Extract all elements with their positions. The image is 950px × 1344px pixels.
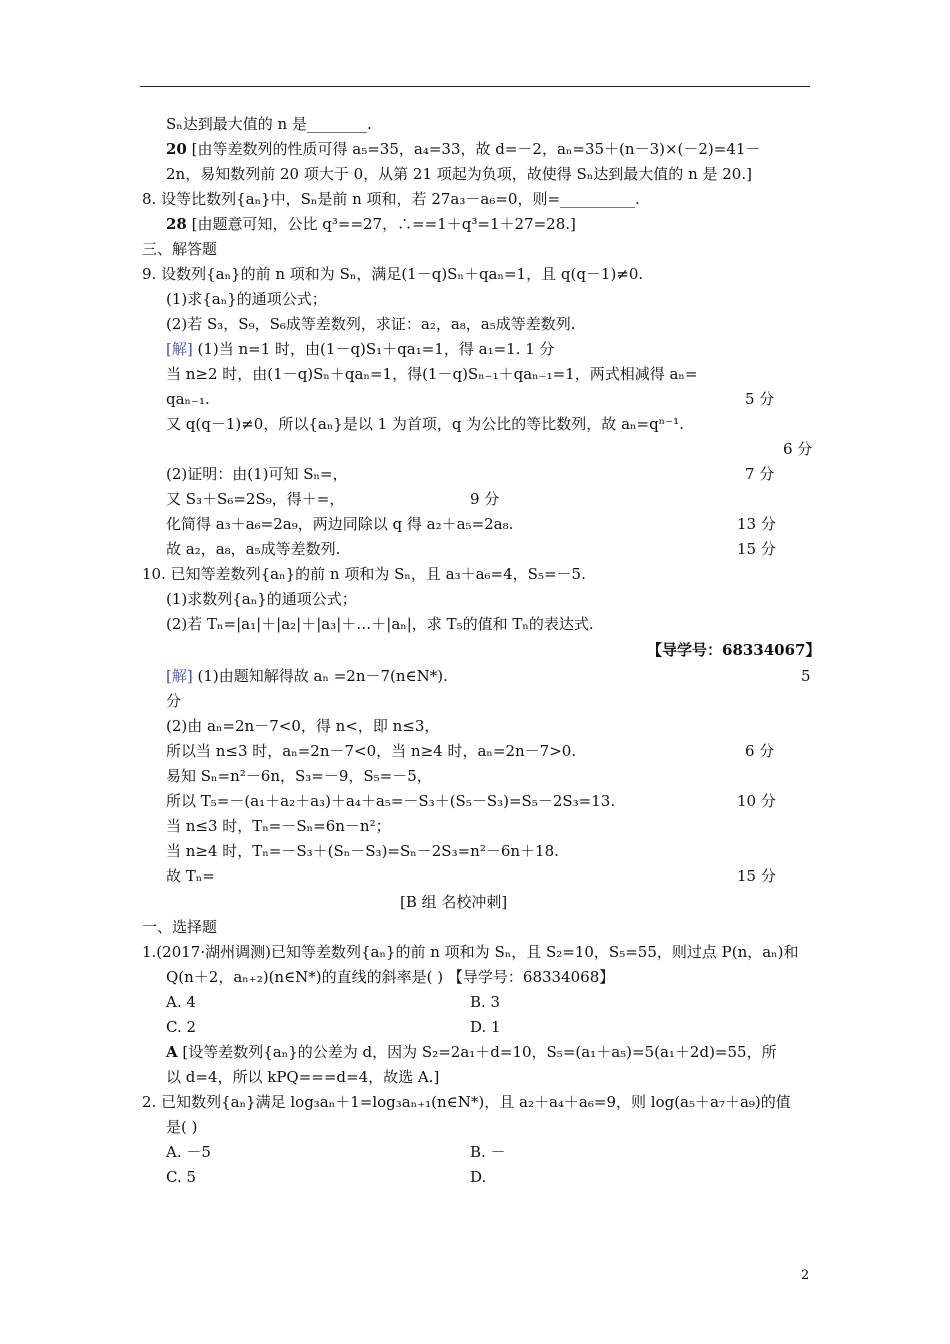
text-line: (2)由 aₙ=2n－7<0，得 n<，即 n≤3， [166, 717, 440, 735]
text-line: [解] (1)当 n=1 时，由(1－q)S₁＋qa₁=1，得 a₁=1. 1 分 [166, 340, 555, 358]
score-label: 15 分 [737, 540, 776, 558]
score-label: 10 分 [737, 792, 776, 810]
header-rule [140, 86, 810, 87]
text-line: (1)求数列{aₙ}的通项公式； [166, 590, 357, 608]
score-label: 15 分 [737, 867, 776, 885]
text-line: 故 a₂，a₈，a₅成等差数列. [166, 540, 341, 558]
text-line: 又 S₃＋S₆=2S₉，得＋=， [166, 490, 345, 508]
text-line: A. 4 [166, 993, 196, 1011]
text-line: (2)证明：由(1)可知 Sₙ=， [166, 465, 348, 483]
text-line: 8. 设等比数列{aₙ}中，Sₙ是前 n 项和，若 27a₃－a₆=0，则=__________. [142, 190, 640, 208]
score-label: 13 分 [737, 515, 776, 533]
text-line: qaₙ₋₁. [166, 390, 210, 408]
text-line: 2. 已知数列{aₙ}满足 log₃aₙ＋1=log₃aₙ₊₁(n∈N*)，且 a₂＋a₄＋a₆=9，则 log(a₅＋a₇＋a₉)的值 [142, 1093, 791, 1111]
text-line: Q(n＋2，aₙ₊₂)(n∈N*)的直线的斜率是( ) 【导学号：68334068】 [166, 968, 615, 986]
text-line: D. [470, 1168, 487, 1186]
score-label: 5 [801, 667, 811, 685]
text-line: 三、解答题 [142, 240, 218, 258]
page-number: 2 [801, 1268, 810, 1283]
text-line: 当 n≥4 时，Tₙ=－S₃＋(Sₙ－S₃)=Sₙ－2S₃=n²－6n＋18. [166, 842, 559, 860]
text-line: 又 q(q－1)≠0，所以{aₙ}是以 1 为首项，q 为公比的等比数列，故 aₙ=qⁿ⁻¹. [166, 415, 684, 433]
text-line: [B 组 名校冲刺] [400, 893, 508, 911]
text-line: 1.(2017·湖州调测)已知等差数列{aₙ}的前 n 项和为 Sₙ，且 S₂=10，S₅=55，则过点 P(n，aₙ)和 [142, 943, 799, 961]
score-label: 6 分 [745, 742, 775, 760]
text-line: 2n，易知数列前 20 项大于 0，从第 21 项起为负项，故使得 Sₙ达到最大值的 n 是 20.] [166, 165, 752, 183]
text-line: C. 2 [166, 1018, 197, 1036]
text-line: 当 n≤3 时，Tₙ=－Sₙ=6n－n²； [166, 817, 391, 835]
text-line: D. 1 [470, 1018, 501, 1036]
text-line: 一、选择题 [142, 918, 218, 936]
reference-number: 【导学号：68334067】 [647, 641, 821, 659]
text-line: [解] (1)由题知解得故 aₙ =2n－7(n∈N*). [166, 667, 448, 685]
text-line: 20 [由等差数列的性质可得 a₅=35，a₄=33，故 d=－2，aₙ=35＋(n－3)×(－2)=41－ [166, 140, 761, 158]
text-line: 故 Tₙ= [166, 867, 215, 885]
text-line: A. －5 [166, 1143, 211, 1161]
score-label: 7 分 [745, 465, 775, 483]
text-line: 分 [166, 692, 182, 710]
text-line: Sₙ达到最大值的 n 是________. [166, 115, 372, 133]
score-label: 6 分 [783, 440, 813, 458]
text-line: 化简得 a₃＋a₆=2a₉，两边同除以 q 得 a₂＋a₅=2a₈. [166, 515, 514, 533]
text-line: (2)若 S₃，S₉，S₆成等差数列，求证：a₂，a₈，a₅成等差数列. [166, 315, 576, 333]
text-line: (2)若 Tₙ=|a₁|＋|a₂|＋|a₃|＋…＋|aₙ|，求 T₅的值和 Tₙ的表达式. [166, 615, 594, 633]
text-line: 28 [由题意可知，公比 q³==27，∴==1＋q³=1＋27=28.] [166, 215, 576, 233]
text-line: B. － [470, 1143, 506, 1161]
text-line: C. 5 [166, 1168, 197, 1186]
text-line: 以 d=4，所以 kPQ===d=4，故选 A.] [166, 1068, 440, 1086]
text-line: A [设等差数列{aₙ}的公差为 d，因为 S₂=2a₁＋d=10，S₅=(a₁＋a₅)=5(a₁＋2d)=55，所 [166, 1043, 777, 1061]
text-line: 是( ) [166, 1118, 198, 1136]
text-line: 10. 已知等差数列{aₙ}的前 n 项和为 Sₙ，且 a₃＋a₆=4，S₅=－5. [142, 565, 586, 583]
text-line: B. 3 [470, 993, 501, 1011]
score-label: 5 分 [745, 390, 775, 408]
text-line: 所以 T₅=－(a₁＋a₂＋a₃)＋a₄＋a₅=－S₃＋(S₅－S₃)=S₅－2S₃=13. [166, 792, 616, 810]
score-label: 9 分 [470, 490, 500, 508]
text-line: 当 n≥2 时，由(1－q)Sₙ＋qaₙ=1，得(1－q)Sₙ₋₁＋qaₙ₋₁=1，两式相减得 aₙ= [166, 365, 698, 383]
text-line: 所以当 n≤3 时，aₙ=2n－7<0，当 n≥4 时，aₙ=2n－7>0. [166, 742, 577, 760]
text-line: 易知 Sₙ=n²－6n，S₃=－9，S₅=－5， [166, 767, 432, 785]
text-line: 9. 设数列{aₙ}的前 n 项和为 Sₙ，满足(1－q)Sₙ＋qaₙ=1，且 q(q－1)≠0. [142, 265, 644, 283]
text-line: (1)求{aₙ}的通项公式； [166, 290, 327, 308]
